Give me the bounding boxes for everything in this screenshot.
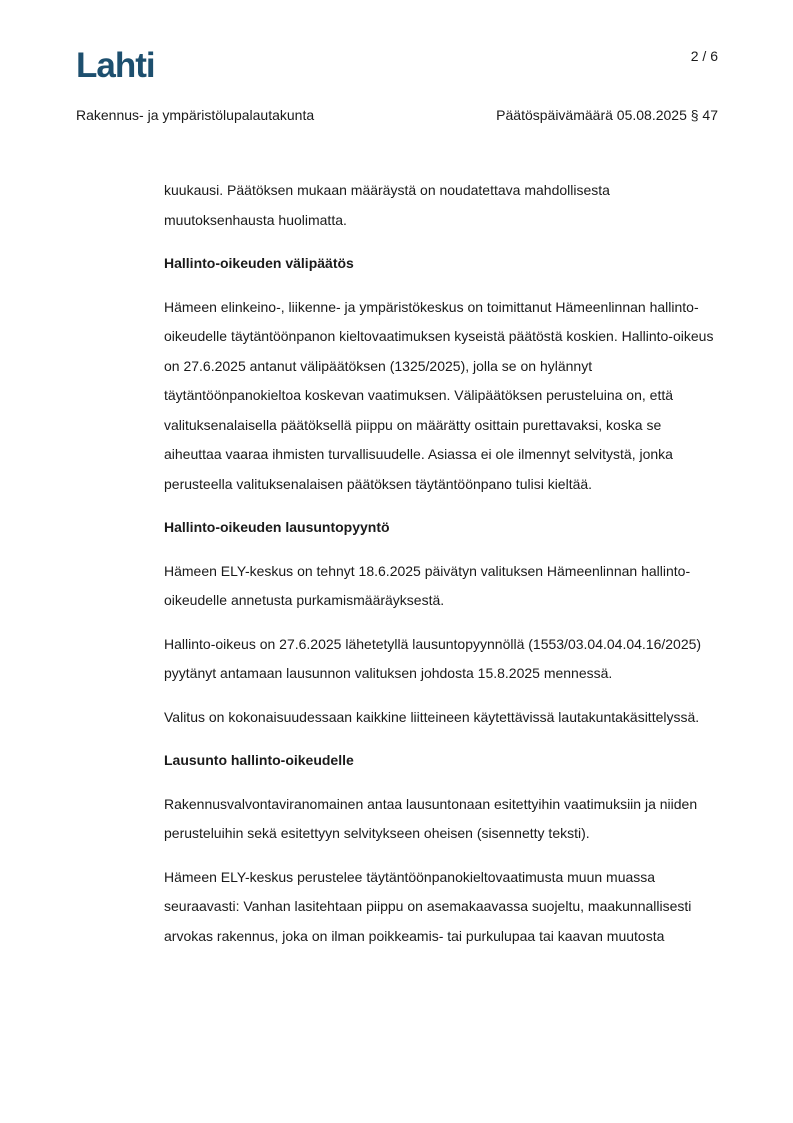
department-name: Rakennus- ja ympäristölupalautakunta — [76, 107, 315, 123]
paragraph-7: Hämeen ELY-keskus perustelee täytäntöönpanokieltovaatimusta muun muassa seuraavasti: Vanhan lasitehtaan piippu on asemakaavassa suojeltu, maakunnallisesti arvokas rakennus, joka on ilman poikkeamis- tai purkulupaa tai kaavan muutosta — [164, 868, 692, 944]
paragraph-5: Valitus on kokonaisuudessaan kaikkine liitteineen käytettävissä lautakuntakäsittelyssä. — [164, 708, 700, 725]
heading-statement: Lausunto hallinto-oikeudelle — [164, 752, 354, 768]
page-number: 2 / 6 — [690, 48, 718, 64]
document-body — [164, 176, 720, 965]
paragraph-3: Hämeen ELY-keskus on tehnyt 18.6.2025 päivätyn valituksen Hämeenlinnan hallinto-oikeudelle annetusta purkamismääräyksestä. — [164, 562, 691, 608]
lahti-logo — [76, 46, 168, 82]
paragraph-2: Hämeen elinkeino-, liikenne- ja ympäristökeskus on toimittanut Hämeenlinnan hallinto-oikeudelle täytäntöönpanon kieltovaatimuksen kyseistä päätöstä koskien. Hallinto-oikeus on 27.6.2025 antanut välipäätöksen (1325/2025), jolla se on hylännyt täytäntöönpanokieltoa koskevan vaatimuksen. Välipäätöksen perusteluina on, että valituksenalaisella päätöksellä piippu on määrätty osittain purettavaksi, koska se aiheuttaa vaaraa ihmisten turvallisuudelle. Asiassa ei ole ilmennyt selvitystä, jonka perusteella valituksenalaisen päätöksen täytäntöönpano tulisi kieltää. — [164, 298, 714, 492]
decision-date: Päätöspäivämäärä 05.08.2025 § 47 — [496, 107, 718, 123]
heading-statement-request: Hallinto-oikeuden lausuntopyyntö — [164, 519, 390, 535]
svg-text:Lahti: Lahti — [76, 46, 155, 82]
paragraph-4: Hallinto-oikeus on 27.6.2025 lähetetyllä lausuntopyynnöllä (1553/03.04.04.04.16/2025) pyytänyt antamaan lausunnon valituksen johdosta 15.8.2025 mennessä. — [164, 635, 702, 681]
paragraph-1: kuukausi. Päätöksen mukaan määräystä on noudatettava mahdollisesta muutoksenhausta huolimatta. — [164, 182, 610, 228]
paragraph-6: Rakennusvalvontaviranomainen antaa lausuntonaan esitettyihin vaatimuksiin ja niiden perusteluihin sekä esitettyyn selvitykseen oheisen (sisennetty teksti). — [164, 795, 698, 841]
heading-interim-decision: Hallinto-oikeuden välipäätös — [164, 255, 354, 271]
